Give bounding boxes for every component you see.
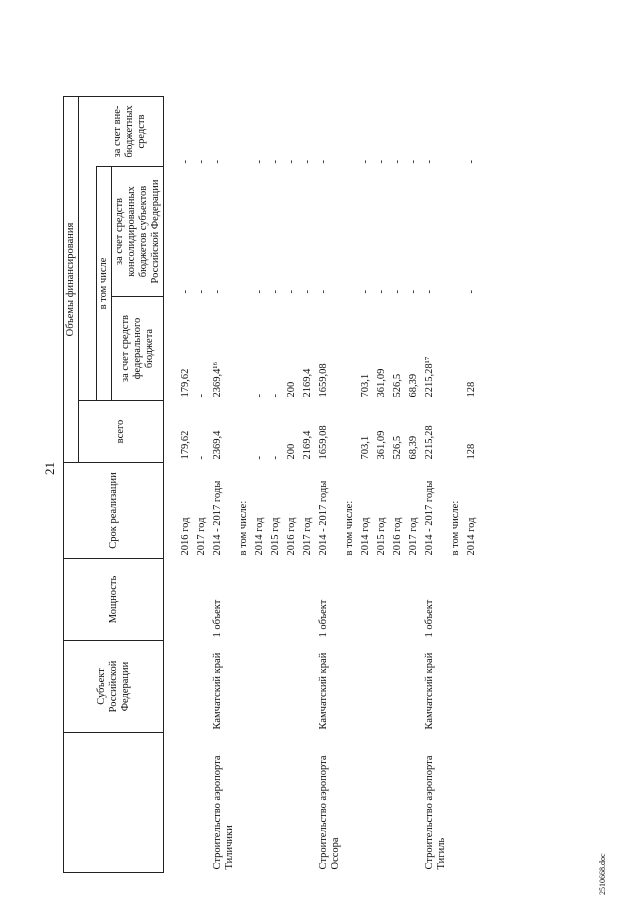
cell-region — [465, 641, 481, 733]
cell-regional: - — [286, 290, 297, 294]
cell-total: - — [196, 456, 207, 460]
cell-period: в том числе: — [450, 500, 461, 556]
cell-total — [449, 401, 465, 463]
table-row — [301, 97, 317, 873]
cell-extra — [343, 97, 359, 167]
cell-region: Камчатский край — [318, 652, 329, 730]
cell-extra: - — [302, 160, 313, 164]
cell-federal: 526,5 — [392, 373, 403, 398]
cell-period: 2014 - 2017 годы — [424, 480, 435, 556]
cell-regional: - — [180, 290, 191, 294]
financing-table — [63, 96, 481, 873]
cell-object: Строительство аэропорта Тиличики — [212, 755, 235, 870]
cell-federal: 361,09 — [376, 368, 387, 398]
cell-region — [164, 641, 196, 733]
cell-regional — [449, 167, 465, 297]
cell-capacity — [269, 559, 285, 641]
table-row — [237, 97, 253, 873]
cell-period: 2016 год — [180, 517, 191, 556]
cell-region — [195, 641, 211, 733]
cell-extra: - — [180, 160, 191, 164]
cell-federal — [343, 297, 359, 401]
cell-extra: - — [408, 160, 419, 164]
cell-extra: - — [270, 160, 281, 164]
cell-capacity — [391, 559, 407, 641]
cell-capacity — [375, 559, 391, 641]
cell-federal: 179,62 — [180, 368, 191, 398]
cell-total: - — [254, 456, 265, 460]
cell-region — [375, 641, 391, 733]
cell-extra: - — [392, 160, 403, 164]
cell-region — [407, 641, 423, 733]
cell-capacity — [253, 559, 269, 641]
cell-regional: - — [408, 290, 419, 294]
header-spacer — [79, 97, 97, 401]
cell-capacity — [407, 559, 423, 641]
cell-period: 2014 год — [360, 517, 371, 556]
cell-capacity: 1 объект — [212, 599, 223, 638]
cell-object — [253, 733, 269, 873]
table-row — [164, 97, 196, 873]
cell-object: Строительство аэропорта Тигиль — [424, 755, 447, 870]
cell-regional: - — [318, 290, 329, 294]
cell-capacity: 1 объект — [424, 599, 435, 638]
cell-federal: 2169,4 — [302, 368, 313, 398]
cell-object — [301, 733, 317, 873]
cell-region — [301, 641, 317, 733]
cell-capacity — [465, 559, 481, 641]
table-row — [195, 97, 211, 873]
cell-total: 703,1 — [360, 435, 371, 460]
table-row — [465, 97, 481, 873]
cell-regional — [237, 167, 253, 297]
cell-object — [237, 733, 253, 873]
cell-federal: 2215,28¹⁷ — [424, 356, 435, 398]
table-row — [423, 97, 449, 873]
header-federal: за счет средств федерального бюджета — [112, 297, 164, 401]
cell-object — [195, 733, 211, 873]
cell-federal: 2369,4¹⁶ — [212, 361, 223, 398]
cell-federal: 200 — [286, 381, 297, 398]
cell-object — [391, 733, 407, 873]
cell-capacity — [195, 559, 211, 641]
cell-region — [449, 641, 465, 733]
cell-regional: - — [376, 290, 387, 294]
cell-total: - — [270, 456, 281, 460]
cell-period: 2014 год — [466, 517, 477, 556]
table-row — [391, 97, 407, 873]
cell-regional: - — [360, 290, 371, 294]
cell-federal: 703,1 — [360, 373, 371, 398]
header-period: Срок реализации — [64, 463, 164, 559]
cell-capacity: 1 объект — [318, 599, 329, 638]
cell-region — [285, 641, 301, 733]
cell-regional: - — [466, 290, 477, 294]
header-object — [64, 733, 164, 873]
cell-federal: - — [196, 394, 207, 398]
footer-file-name: 2510668.doc — [598, 853, 607, 895]
header-capacity: Мощность — [64, 559, 164, 641]
cell-regional: - — [254, 290, 265, 294]
table-row — [407, 97, 423, 873]
cell-federal: 68,39 — [408, 373, 419, 398]
cell-total: 1659,08 — [318, 425, 329, 460]
header-total: всего — [79, 401, 164, 463]
cell-extra: - — [286, 160, 297, 164]
cell-regional — [343, 167, 359, 297]
cell-period: 2017 год — [302, 517, 313, 556]
cell-object — [359, 733, 375, 873]
cell-region — [343, 641, 359, 733]
table-row — [449, 97, 465, 873]
header-including: в том числе — [97, 167, 112, 401]
cell-total: 2369,4 — [212, 430, 223, 460]
cell-object — [407, 733, 423, 873]
cell-object — [269, 733, 285, 873]
cell-period: 2014 год — [254, 517, 265, 556]
cell-extra: - — [376, 160, 387, 164]
cell-regional: - — [392, 290, 403, 294]
cell-capacity — [237, 559, 253, 641]
table-row — [359, 97, 375, 873]
cell-regional: - — [270, 290, 281, 294]
cell-extra — [449, 97, 465, 167]
cell-regional: - — [196, 290, 207, 294]
header-regional: за счет средств консолидированных бюджетов субъектов Российской Федерации — [112, 167, 164, 297]
cell-region — [269, 641, 285, 733]
cell-capacity — [343, 559, 359, 641]
cell-region — [359, 641, 375, 733]
cell-object — [449, 733, 465, 873]
cell-federal: - — [270, 394, 281, 398]
cell-region — [237, 641, 253, 733]
cell-regional: - — [302, 290, 313, 294]
cell-object — [285, 733, 301, 873]
cell-capacity — [164, 559, 196, 641]
cell-total — [343, 401, 359, 463]
cell-object: Строительство аэропорта Оссора — [318, 755, 341, 870]
cell-capacity — [359, 559, 375, 641]
cell-total: 200 — [286, 443, 297, 460]
cell-period: в том числе: — [344, 500, 355, 556]
cell-extra: - — [360, 160, 371, 164]
cell-regional: - — [212, 290, 223, 294]
cell-period: 2014 - 2017 годы — [212, 480, 223, 556]
cell-total: 526,5 — [392, 435, 403, 460]
header-extrabudget: за счет вне-бюджетных средств — [97, 97, 164, 167]
cell-extra: - — [466, 160, 477, 164]
cell-extra: - — [212, 160, 223, 164]
cell-period: 2016 год — [286, 517, 297, 556]
header-financing: Объемы финансирования — [64, 97, 79, 463]
cell-total — [237, 401, 253, 463]
cell-period: 2015 год — [376, 517, 387, 556]
cell-total: 2215,28 — [424, 425, 435, 460]
cell-capacity — [449, 559, 465, 641]
cell-total: 179,62 — [180, 430, 191, 460]
cell-extra — [237, 97, 253, 167]
cell-total: 361,09 — [376, 430, 387, 460]
cell-object — [343, 733, 359, 873]
cell-extra: - — [318, 160, 329, 164]
cell-total: 128 — [466, 443, 477, 460]
cell-object — [465, 733, 481, 873]
cell-period: 2017 год — [196, 517, 207, 556]
cell-object — [375, 733, 391, 873]
cell-federal — [237, 297, 253, 401]
cell-capacity — [285, 559, 301, 641]
cell-region — [253, 641, 269, 733]
cell-regional: - — [424, 290, 435, 294]
cell-extra: - — [254, 160, 265, 164]
cell-extra: - — [424, 160, 435, 164]
cell-federal: - — [254, 394, 265, 398]
header-region: Субъект Российской Федерации — [64, 641, 164, 733]
cell-region — [391, 641, 407, 733]
page-number: 21 — [42, 462, 57, 475]
table-row — [211, 97, 237, 873]
cell-period: 2017 год — [408, 517, 419, 556]
cell-capacity — [301, 559, 317, 641]
table-row — [375, 97, 391, 873]
cell-period: 2015 год — [270, 517, 281, 556]
table-row — [343, 97, 359, 873]
cell-region: Камчатский край — [212, 652, 223, 730]
table-row — [269, 97, 285, 873]
table-row — [285, 97, 301, 873]
cell-total: 68,39 — [408, 435, 419, 460]
table-row — [317, 97, 343, 873]
cell-extra: - — [196, 160, 207, 164]
cell-period: 2016 год — [392, 517, 403, 556]
cell-federal — [449, 297, 465, 401]
cell-object — [164, 733, 196, 873]
cell-total: 2169,4 — [302, 430, 313, 460]
cell-federal: 128 — [466, 381, 477, 398]
cell-period: в том числе: — [238, 500, 249, 556]
cell-period: 2014 - 2017 годы — [318, 480, 329, 556]
table-row — [253, 97, 269, 873]
cell-federal: 1659,08 — [318, 363, 329, 398]
cell-region: Камчатский край — [424, 652, 435, 730]
